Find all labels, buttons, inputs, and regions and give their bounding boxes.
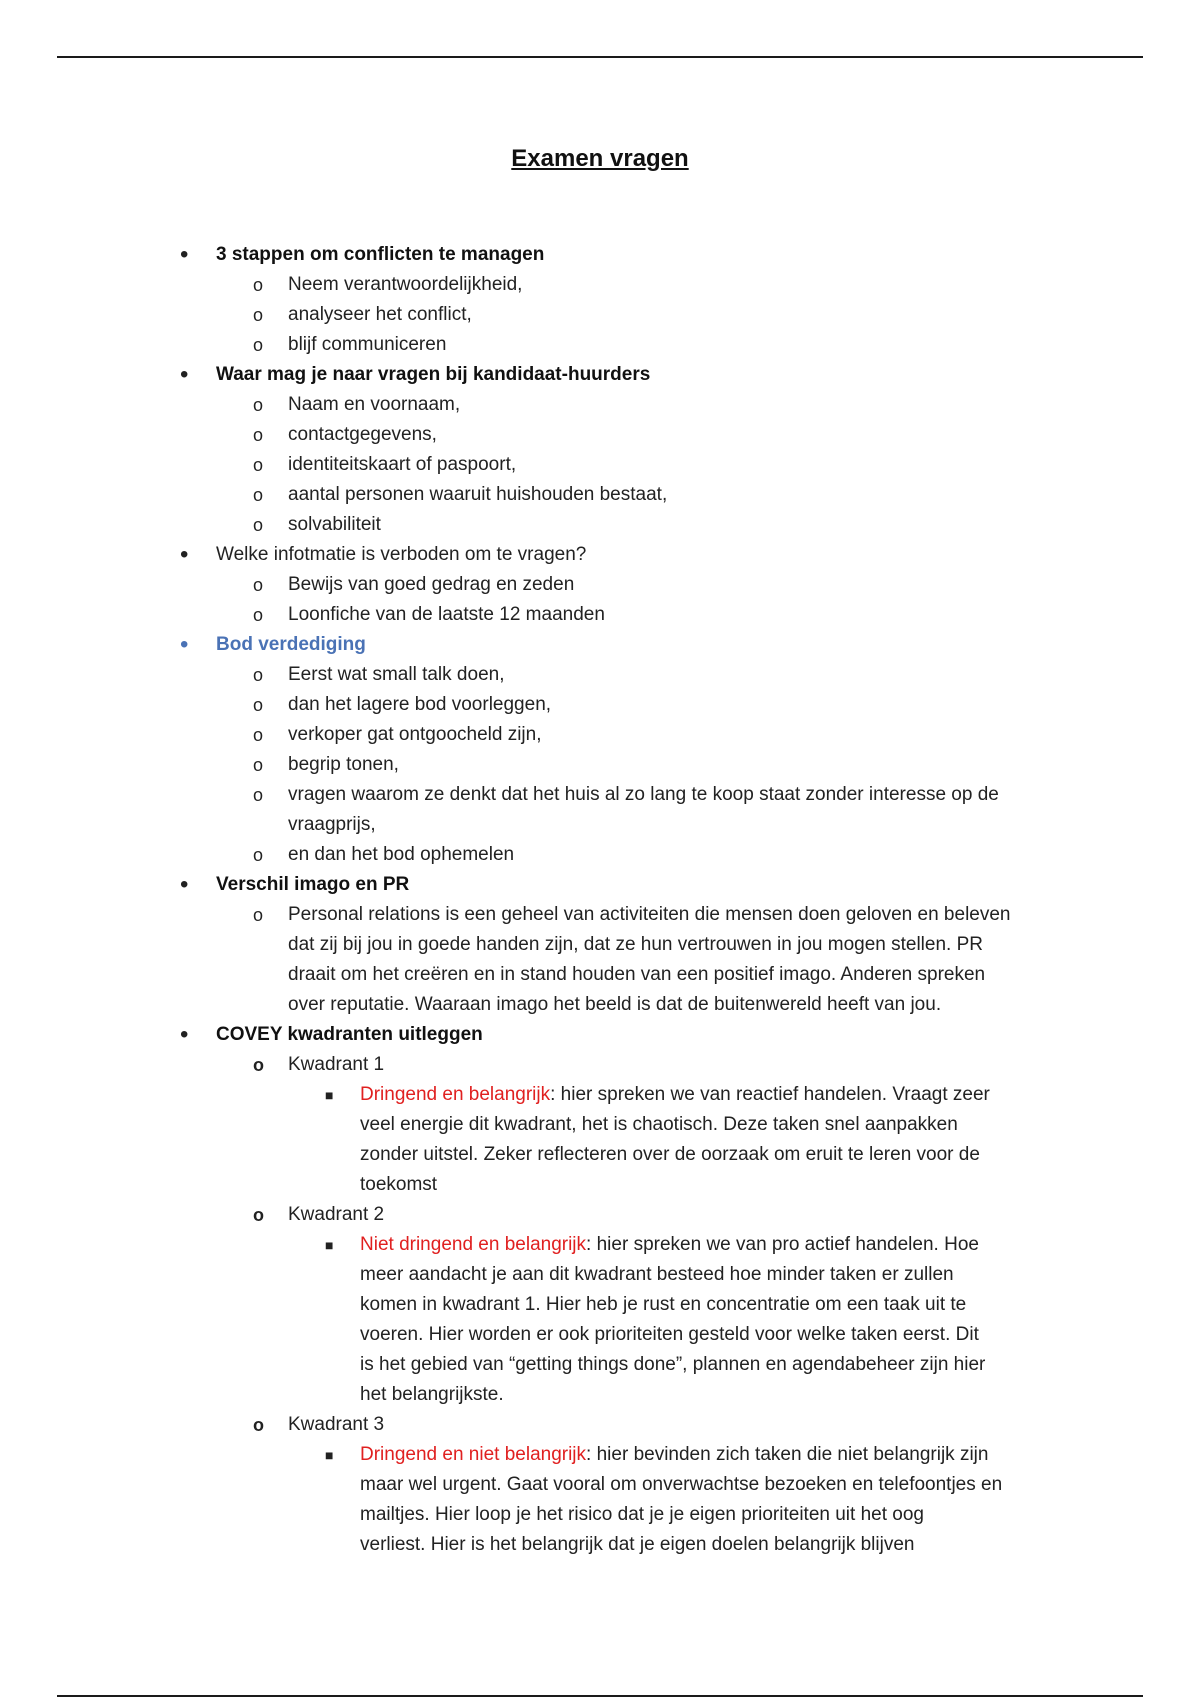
- bullet-item: [0, 360, 1200, 390]
- square-bullet-icon: ■: [325, 1447, 334, 1463]
- sub-sub-item: [0, 1440, 1200, 1470]
- circle-bullet-icon: o: [253, 695, 264, 715]
- paragraph-line: : hier bevinden zich taken die niet belangrijk zijn: [586, 1444, 989, 1465]
- circle-bullet-icon: o: [253, 605, 264, 625]
- sub-item: [0, 1200, 1200, 1230]
- circle-bullet-icon: o: [253, 1415, 264, 1435]
- sub-sub-item-continuation: [0, 1350, 1200, 1380]
- bullet-item: [0, 630, 1200, 660]
- sub-item: [0, 300, 1200, 330]
- circle-bullet-icon: o: [253, 455, 264, 475]
- top-rule: [57, 56, 1143, 58]
- paragraph-line: is het gebied van “getting things done”, plannen en agendabeheer zijn hier: [360, 1354, 986, 1375]
- sub-item-text: identiteitskaart of paspoort,: [288, 454, 517, 475]
- bullet-icon: •: [180, 1021, 189, 1048]
- sub-item: [0, 1050, 1200, 1080]
- sub-item-text: en dan het bod ophemelen: [288, 844, 515, 865]
- circle-bullet-icon: o: [253, 725, 264, 745]
- paragraph-line: : hier spreken we van reactief handelen. Vraagt zeer: [550, 1084, 990, 1105]
- section-heading: Waar mag je naar vragen bij kandidaat-huurders: [216, 364, 651, 385]
- sub-item-text: analyseer het conflict,: [288, 304, 472, 325]
- circle-bullet-icon: o: [253, 1205, 264, 1225]
- sub-item-text: begrip tonen,: [288, 754, 399, 775]
- sub-item: [0, 660, 1200, 690]
- paragraph-line: dat zij bij jou in goede handen zijn, dat ze hun vertrouwen in jou mogen stellen. PR: [288, 934, 983, 955]
- sub-item-text: blijf communiceren: [288, 334, 447, 355]
- sub-sub-item-continuation: [0, 1170, 1200, 1200]
- sub-item-text: Naam en voornaam,: [288, 394, 461, 415]
- circle-bullet-icon: o: [253, 275, 264, 295]
- quadrant-label: Kwadrant 1: [288, 1054, 385, 1075]
- sub-item: [0, 330, 1200, 360]
- circle-bullet-icon: o: [253, 515, 264, 535]
- sub-item: [0, 480, 1200, 510]
- sub-item-text: vraagprijs,: [288, 814, 376, 835]
- sub-sub-item-continuation: [0, 1470, 1200, 1500]
- circle-bullet-icon: o: [253, 395, 264, 415]
- sub-item-continuation: [0, 990, 1200, 1020]
- circle-bullet-icon: o: [253, 575, 264, 595]
- circle-bullet-icon: o: [253, 905, 264, 925]
- sub-item-text: Loonfiche van de laatste 12 maanden: [288, 604, 605, 625]
- square-bullet-icon: ■: [325, 1237, 334, 1253]
- sub-sub-item: [0, 1230, 1200, 1260]
- sub-item-text: aantal personen waaruit huishouden bestaat,: [288, 484, 668, 505]
- bullet-icon: •: [180, 631, 189, 658]
- sub-item: [0, 750, 1200, 780]
- sub-item: [0, 690, 1200, 720]
- circle-bullet-icon: o: [253, 665, 264, 685]
- sub-item: [0, 420, 1200, 450]
- sub-item-text: contactgegevens,: [288, 424, 437, 445]
- sub-item-text: verkoper gat ontgoocheld zijn,: [288, 724, 542, 745]
- sub-item: [0, 450, 1200, 480]
- paragraph-line: over reputatie. Waaraan imago het beeld is dat de buitenwereld heeft van jou.: [288, 994, 942, 1015]
- quadrant-description: [360, 1080, 990, 1110]
- circle-bullet-icon: o: [253, 785, 264, 805]
- page-title: Examen vragen: [511, 145, 689, 172]
- sub-item-text: dan het lagere bod voorleggen,: [288, 694, 552, 715]
- circle-bullet-icon: o: [253, 425, 264, 445]
- quadrant-term: Dringend en niet belangrijk: [360, 1444, 587, 1465]
- sub-item: [0, 270, 1200, 300]
- paragraph-line: verliest. Hier is het belangrijk dat je eigen doelen belangrijk blijven: [360, 1534, 915, 1555]
- sub-item-continuation: [0, 810, 1200, 840]
- sub-item: [0, 840, 1200, 870]
- sub-item: [0, 390, 1200, 420]
- sub-item: [0, 900, 1200, 930]
- sub-sub-item-continuation: [0, 1500, 1200, 1530]
- sub-sub-item-continuation: [0, 1140, 1200, 1170]
- bullet-icon: •: [180, 361, 189, 388]
- circle-bullet-icon: o: [253, 1055, 264, 1075]
- circle-bullet-icon: o: [253, 335, 264, 355]
- sub-item-text: Eerst wat small talk doen,: [288, 664, 505, 685]
- sub-item: [0, 510, 1200, 540]
- bullet-item: [0, 1020, 1200, 1050]
- sub-sub-item: [0, 1080, 1200, 1110]
- bullet-icon: •: [180, 241, 189, 268]
- sub-sub-item-continuation: [0, 1260, 1200, 1290]
- section-heading: 3 stappen om conflicten te managen: [216, 244, 545, 265]
- bullet-item: [0, 870, 1200, 900]
- sub-item-text: solvabiliteit: [288, 514, 381, 535]
- sub-sub-item-continuation: [0, 1110, 1200, 1140]
- quadrant-term: Dringend en belangrijk: [360, 1084, 551, 1105]
- quadrant-description: [360, 1440, 988, 1470]
- sub-item-text: Bewijs van goed gedrag en zeden: [288, 574, 575, 595]
- paragraph-line: : hier spreken we van pro actief handelen. Hoe: [586, 1234, 979, 1255]
- quadrant-label: Kwadrant 3: [288, 1414, 385, 1435]
- sub-sub-item-continuation: [0, 1320, 1200, 1350]
- quadrant-description: [360, 1230, 979, 1260]
- circle-bullet-icon: o: [253, 485, 264, 505]
- sub-item: [0, 780, 1200, 810]
- sub-item: [0, 600, 1200, 630]
- paragraph-line: veel energie dit kwadrant, het is chaotisch. Deze taken snel aanpakken: [360, 1114, 958, 1135]
- paragraph-line: mailtjes. Hier loop je het risico dat je je eigen prioriteiten uit het oog: [360, 1504, 924, 1525]
- bullet-item: [0, 240, 1200, 270]
- sub-item: [0, 570, 1200, 600]
- sub-item-continuation: [0, 960, 1200, 990]
- section-heading: COVEY kwadranten uitleggen: [216, 1024, 483, 1045]
- sub-sub-item-continuation: [0, 1290, 1200, 1320]
- sub-sub-item-continuation: [0, 1380, 1200, 1410]
- circle-bullet-icon: o: [253, 845, 264, 865]
- bullet-icon: •: [180, 871, 189, 898]
- paragraph-line: draait om het creëren en in stand houden van een positief imago. Anderen spreken: [288, 964, 986, 985]
- sub-item-text: vragen waarom ze denkt dat het huis al zo lang te koop staat zonder interesse op de: [288, 784, 999, 805]
- paragraph-line: zonder uitstel. Zeker reflecteren over de oorzaak om eruit te leren voor de: [360, 1144, 980, 1165]
- square-bullet-icon: ■: [325, 1087, 334, 1103]
- bullet-item: [0, 540, 1200, 570]
- paragraph-line: meer aandacht je aan dit kwadrant besteed hoe minder taken er zullen: [360, 1264, 954, 1285]
- section-heading: Welke infotmatie is verboden om te vragen?: [216, 544, 587, 565]
- document-body: [0, 240, 1200, 1560]
- bottom-rule: [57, 1695, 1143, 1697]
- paragraph-line: voeren. Hier worden er ook prioriteiten gesteld voor welke taken eerst. Dit: [360, 1324, 979, 1345]
- paragraph-line: het belangrijkste.: [360, 1384, 504, 1405]
- paragraph-line: Personal relations is een geheel van activiteiten die mensen doen geloven en beleven: [288, 904, 1011, 925]
- section-heading: Bod verdediging: [216, 634, 366, 655]
- paragraph-line: komen in kwadrant 1. Hier heb je rust en concentratie om een taak uit te: [360, 1294, 967, 1315]
- circle-bullet-icon: o: [253, 305, 264, 325]
- paragraph-line: maar wel urgent. Gaat vooral om onverwachtse bezoeken en telefoontjes en: [360, 1474, 1003, 1495]
- quadrant-term: Niet dringend en belangrijk: [360, 1234, 587, 1255]
- section-heading: Verschil imago en PR: [216, 874, 410, 895]
- sub-item-continuation: [0, 930, 1200, 960]
- sub-item-text: Neem verantwoordelijkheid,: [288, 274, 523, 295]
- sub-item: [0, 720, 1200, 750]
- sub-sub-item-continuation: [0, 1530, 1200, 1560]
- quadrant-label: Kwadrant 2: [288, 1204, 385, 1225]
- sub-item: [0, 1410, 1200, 1440]
- paragraph-line: toekomst: [360, 1174, 438, 1195]
- circle-bullet-icon: o: [253, 755, 264, 775]
- bullet-icon: •: [180, 541, 189, 568]
